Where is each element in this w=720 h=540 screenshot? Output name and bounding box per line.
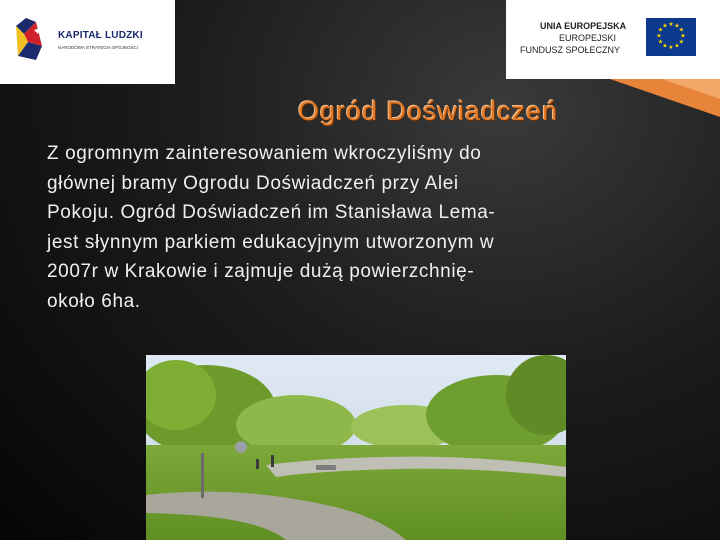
svg-text:★: ★ bbox=[662, 42, 668, 50]
svg-text:★: ★ bbox=[678, 26, 685, 34]
svg-text:★: ★ bbox=[656, 32, 662, 40]
kapital-ludzki-logo-panel bbox=[0, 0, 175, 84]
svg-text:★: ★ bbox=[657, 26, 664, 34]
eu-label-line3: FUNDUSZ SPOŁECZNY bbox=[520, 45, 621, 55]
eu-flag-icon bbox=[646, 18, 696, 56]
slide-title: Ogród Doświadczeń bbox=[297, 96, 559, 126]
kapital-ludzki-subtitle: NARODOWA STRATEGIA SPÓJNOŚCI bbox=[58, 45, 139, 50]
svg-text:★: ★ bbox=[668, 21, 674, 28]
svg-text:★: ★ bbox=[674, 42, 680, 50]
park-photo bbox=[146, 355, 566, 540]
svg-text:★: ★ bbox=[662, 22, 668, 30]
kapital-ludzki-title: KAPITAŁ LUDZKI bbox=[58, 30, 143, 41]
eu-label-line2: EUROPEJSKI bbox=[559, 33, 617, 43]
slide-body-text: Z ogromnym zainteresowaniem wkroczyliśmy do głównej bramy Ogrodu Doświadczeń przy Alei Pokoju. Ogród Doświadczeń im Stanisława Lema- jest słynnym parkiem edukacyjnym utworzonym w 2007r w Krakowie i zajmuje dużą powierzchnię- około 6ha. bbox=[47, 143, 496, 312]
svg-text:★: ★ bbox=[668, 44, 674, 51]
eu-label-line1: UNIA EUROPEJSKA bbox=[540, 21, 627, 31]
svg-text:★: ★ bbox=[657, 38, 664, 46]
svg-text:★: ★ bbox=[678, 38, 685, 46]
svg-text:★: ★ bbox=[680, 32, 686, 40]
svg-text:★: ★ bbox=[674, 22, 680, 30]
kapital-ludzki-logo bbox=[14, 12, 64, 72]
